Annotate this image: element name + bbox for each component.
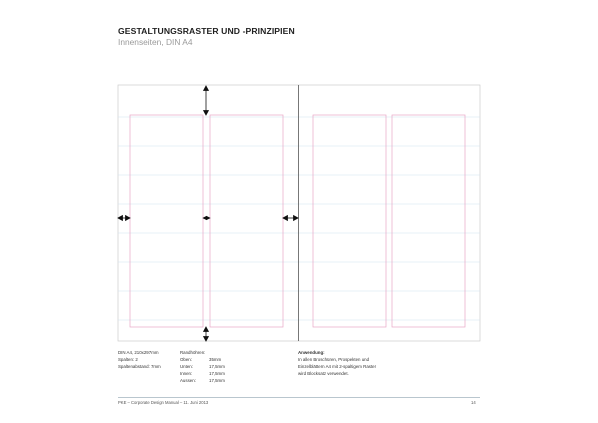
page-number: 14 — [471, 400, 476, 405]
right-page-column-2 — [392, 115, 465, 327]
footer-rule — [118, 397, 480, 398]
spec-format: DIN A4, 210x297mm — [118, 350, 159, 355]
gutter-arrow — [203, 216, 210, 219]
left-page-column-2 — [210, 115, 283, 327]
margin-value-bottom: 17,5mm — [209, 364, 225, 369]
usage-line-2: Einzelblättern A4 mit 2-spaltigem Raster — [298, 364, 377, 369]
page-title: GESTALTUNGSRASTER UND -PRINZIPIEN — [118, 26, 295, 36]
margin-label-inner: Innen: — [180, 371, 193, 376]
usage-line-3: wird Blocksatz verwendet. — [298, 371, 349, 376]
bottom-margin-arrow — [204, 327, 209, 341]
margin-value-outer: 17,5mm — [209, 378, 225, 383]
baseline-grid — [118, 117, 480, 320]
top-margin-arrow — [204, 86, 209, 115]
page-subtitle: Innenseiten, DIN A4 — [118, 37, 193, 47]
margin-value-top: 35mm — [209, 357, 222, 362]
usage-line-1: In allen Broschüren, Prospekten und — [298, 357, 370, 362]
margin-value-inner: 17,5mm — [209, 371, 225, 376]
margins-heading: Randhöhren: — [180, 350, 206, 355]
spread-border — [118, 85, 480, 341]
inner-margin-arrow — [283, 216, 298, 221]
margin-label-bottom: Unten: — [180, 364, 193, 369]
spec-columns: Spalten: 2 — [118, 357, 138, 362]
outer-margin-arrow — [118, 216, 130, 221]
right-page-column-1 — [313, 115, 386, 327]
spec-gutter: Spaltenabstand: 7mm — [118, 364, 161, 369]
footer-text: PKE – Corporate Design Manual – 11. Juni 2013 — [118, 400, 209, 405]
left-page-column-1 — [130, 115, 203, 327]
margin-label-top: Oben: — [180, 357, 192, 362]
usage-heading: Anwendung: — [298, 350, 325, 355]
margin-label-outer: Aussen: — [180, 378, 196, 383]
